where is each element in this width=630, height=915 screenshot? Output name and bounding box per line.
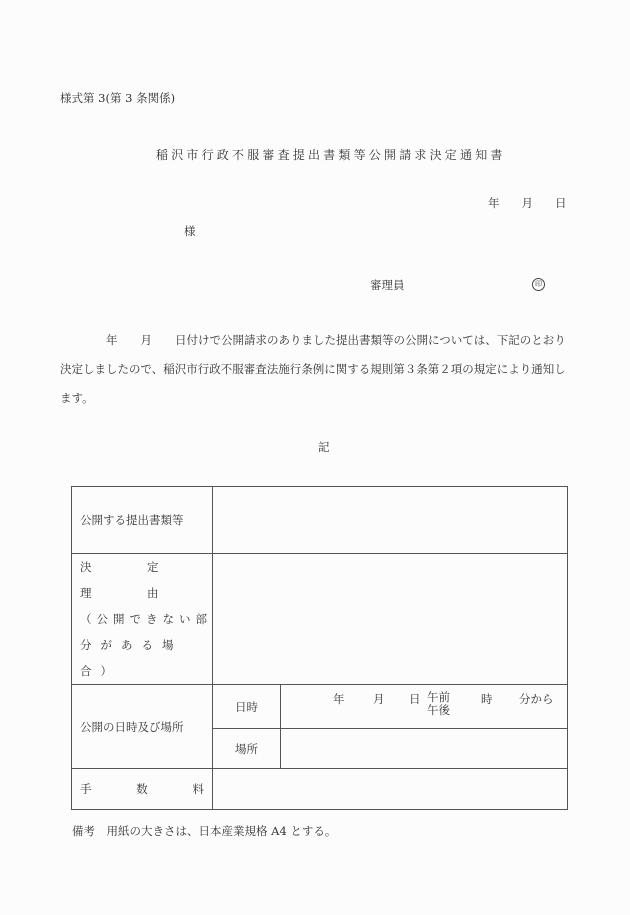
form-number: 様式第 3(第 3 条関係)	[60, 91, 176, 105]
dt-minute-from: 分から	[519, 692, 554, 706]
label-fee	[72, 769, 213, 810]
decision-table	[71, 486, 568, 810]
label-disclosure-datetime-place: 公開の日時及び場所	[72, 685, 213, 769]
fee-field[interactable]	[213, 769, 568, 810]
fee-char-3: 料	[192, 782, 204, 796]
dt-ampm[interactable]	[427, 691, 450, 717]
date-month: 月	[521, 196, 533, 210]
table-row-datetime	[72, 685, 568, 729]
label-reason-line-2: （公開できない部	[80, 612, 212, 626]
datetime-field[interactable]	[281, 685, 568, 729]
dt-day: 日	[409, 692, 421, 706]
notice-body: 年 月 日付けで公開請求のありました提出書類等の公開については、下記のとおり決定しましたので、稲沢市行政不服審査法施行条例に関する規則第３条第２項の規定により通知します。	[60, 333, 566, 405]
ki-heading: 記	[318, 440, 330, 454]
dt-hour: 時	[481, 692, 493, 706]
reviewer-title: 審理員	[370, 278, 405, 292]
label-datetime: 日時	[213, 685, 281, 729]
label-reason	[72, 554, 213, 685]
reason-field[interactable]	[213, 554, 568, 685]
place-field[interactable]	[281, 729, 568, 769]
issue-date	[488, 195, 567, 211]
seal-icon: 印	[532, 278, 545, 291]
documents-field[interactable]	[213, 487, 568, 554]
label-documents: 公開する提出書類等	[72, 487, 213, 554]
label-place: 場所	[213, 729, 281, 769]
dt-month: 月	[373, 692, 385, 706]
label-reason-line-1: 決 定 理 由	[80, 560, 214, 600]
fee-char-2: 数	[136, 782, 148, 796]
date-day: 日	[555, 196, 567, 210]
date-year: 年	[488, 196, 500, 210]
fee-char-1: 手	[80, 782, 92, 796]
table-row-reason	[72, 554, 568, 685]
label-reason-line-3: 分がある場合）	[80, 638, 183, 678]
remarks-note: 備考 用紙の大きさは、日本産業規格 A4 とする。	[72, 824, 337, 838]
dt-pm[interactable]: 午後	[427, 703, 450, 717]
document-title: 稲沢市行政不服審査提出書類等公開請求決定通知書	[156, 148, 506, 162]
dt-am[interactable]: 午前	[427, 690, 450, 704]
addressee-suffix: 様	[184, 224, 196, 238]
table-row-documents	[72, 487, 568, 554]
table-row-fee	[72, 769, 568, 810]
dt-year: 年	[333, 692, 345, 706]
